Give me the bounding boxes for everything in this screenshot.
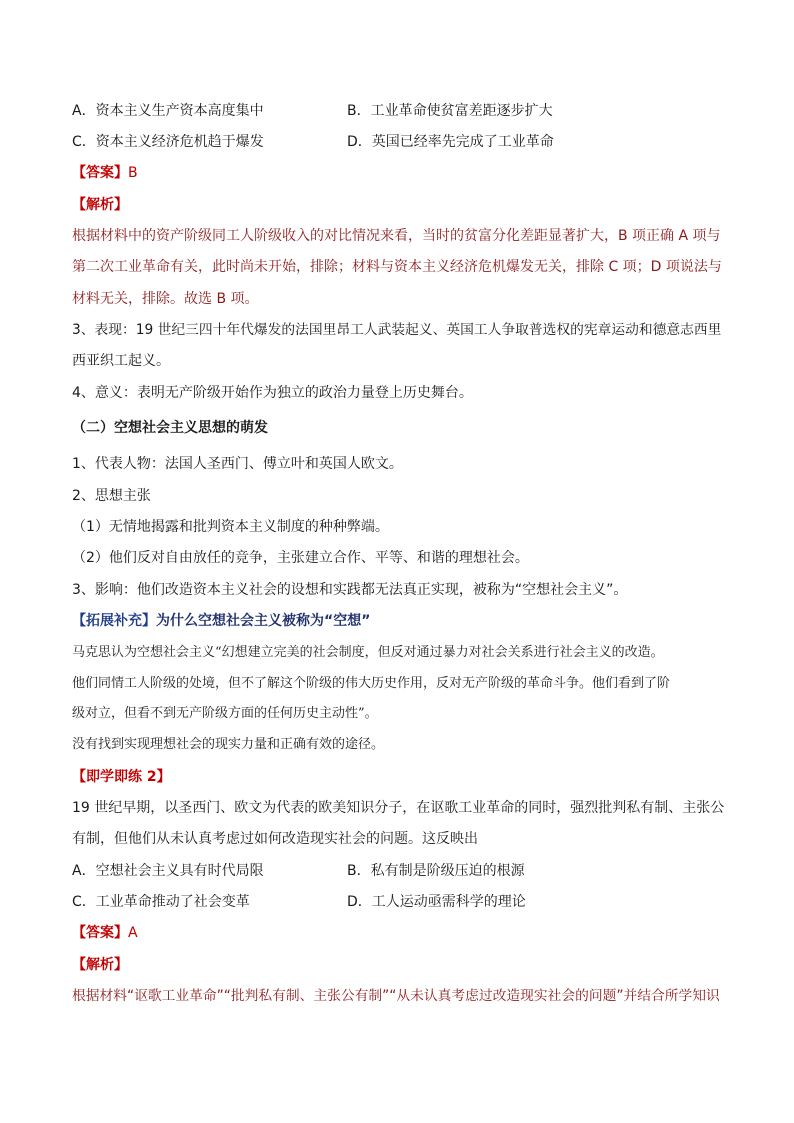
extension-heading — [72, 611, 370, 631]
q2-answer-label: 【答案】 — [72, 925, 128, 941]
ideas-subitem-1: （1）无情地揭露和批判资本主义制度的种种弊端。 — [72, 519, 389, 535]
q2-stem-line-1: 19 世纪早期，以圣西门、欧文为代表的欧美知识分子，在讴歌工业革命的同时，强烈批判私有制、主张公 — [72, 800, 725, 816]
ideas-subitem-2: （2）他们反对自由放任的竞争，主张建立合作、平等、和谐的理想社会。 — [72, 550, 529, 566]
q1-answer-label: 【答案】 — [72, 165, 128, 181]
extension-quote-line-4: 没有找到实现理想社会的现实力量和正确有效的途径。 — [72, 737, 385, 752]
q2-stem-line-2: 有制，但他们从未认真考虑过如何改造现实社会的问题。这反映出 — [72, 831, 478, 847]
q2-analysis-label: 【解析】 — [72, 957, 128, 973]
section-heading-utopian: （二）空想社会主义思想的萌发 — [72, 420, 268, 436]
representatives-item: 1、代表人物：法国人圣西门、傅立叶和英国人欧文。 — [72, 456, 403, 472]
ideas-item: 2、思想主张 — [72, 488, 151, 504]
performance-item-line-2: 西亚织工起义。 — [72, 353, 170, 369]
q2-option-a[interactable]: A．空想社会主义具有时代局限 — [72, 863, 264, 879]
q1-analysis-line-1: 根据材料中的资产阶级同工人阶级收入的对比情况来看，当时的贫富分化差距显著扩大，B 项正确 A 项与 — [72, 228, 721, 244]
q1-answer — [72, 163, 138, 183]
q1-option-a[interactable]: A．资本主义生产资本高度集中 — [72, 103, 264, 119]
q2-label: 【即学即练 2】 — [72, 769, 171, 785]
q1-option-c[interactable]: C．资本主义经济危机趋于爆发 — [72, 134, 264, 150]
extension-quote-line-3: 级对立，但看不到无产阶级方面的任何历史主动性”。 — [72, 706, 378, 721]
influence-item: 3、影响：他们改造资本主义社会的设想和实践都无法真正实现，被称为“空想社会主义”。 — [72, 582, 628, 598]
q2-analysis-line-1: 根据材料“讴歌工业革命”“批判私有制、主张公有制”“从未认真考虑过改造现实社会的问题”并结合所学知识 — [72, 988, 720, 1004]
q1-option-b[interactable]: B．工业革命使贫富差距逐步扩大 — [347, 103, 553, 119]
q2-answer — [72, 923, 138, 943]
q2-option-b[interactable]: B．私有制是阶级压迫的根源 — [347, 863, 525, 879]
extension-label: 【拓展补充】 — [72, 613, 156, 629]
q1-analysis-line-3: 材料无关，排除。故选 B 项。 — [72, 291, 259, 307]
q2-option-d[interactable]: D．工人运动亟需科学的理论 — [347, 894, 526, 910]
q1-analysis-line-2: 第二次工业革命有关，此时尚未开始，排除；材料与资本主义经济危机爆发无关，排除 C 项；D 项说法与 — [72, 259, 722, 275]
q2-answer-value: A — [128, 925, 138, 941]
extension-quote-line-1: 马克思认为空想社会主义“幻想建立完美的社会制度，但反对通过暴力对社会关系进行社会主义的改造。 — [72, 645, 664, 660]
significance-item: 4、意义：表明无产阶级开始作为独立的政治力量登上历史舞台。 — [72, 385, 473, 401]
q2-option-c[interactable]: C．工业革命推动了社会变革 — [72, 894, 250, 910]
extension-quote-line-2: 他们同情工人阶级的处境，但不了解这个阶级的伟大历史作用，反对无产阶级的革命斗争。他们看到了阶 — [72, 676, 671, 691]
performance-item-line-1: 3、表现：19 世纪三四十年代爆发的法国里昂工人武装起义、英国工人争取普选权的宪章运动和德意志西里 — [72, 322, 722, 338]
q1-answer-value: B — [128, 165, 138, 181]
extension-title: 为什么空想社会主义被称为“空想” — [156, 613, 371, 629]
q1-analysis-label: 【解析】 — [72, 197, 128, 213]
q1-option-d[interactable]: D．英国已经率先完成了工业革命 — [347, 134, 554, 150]
